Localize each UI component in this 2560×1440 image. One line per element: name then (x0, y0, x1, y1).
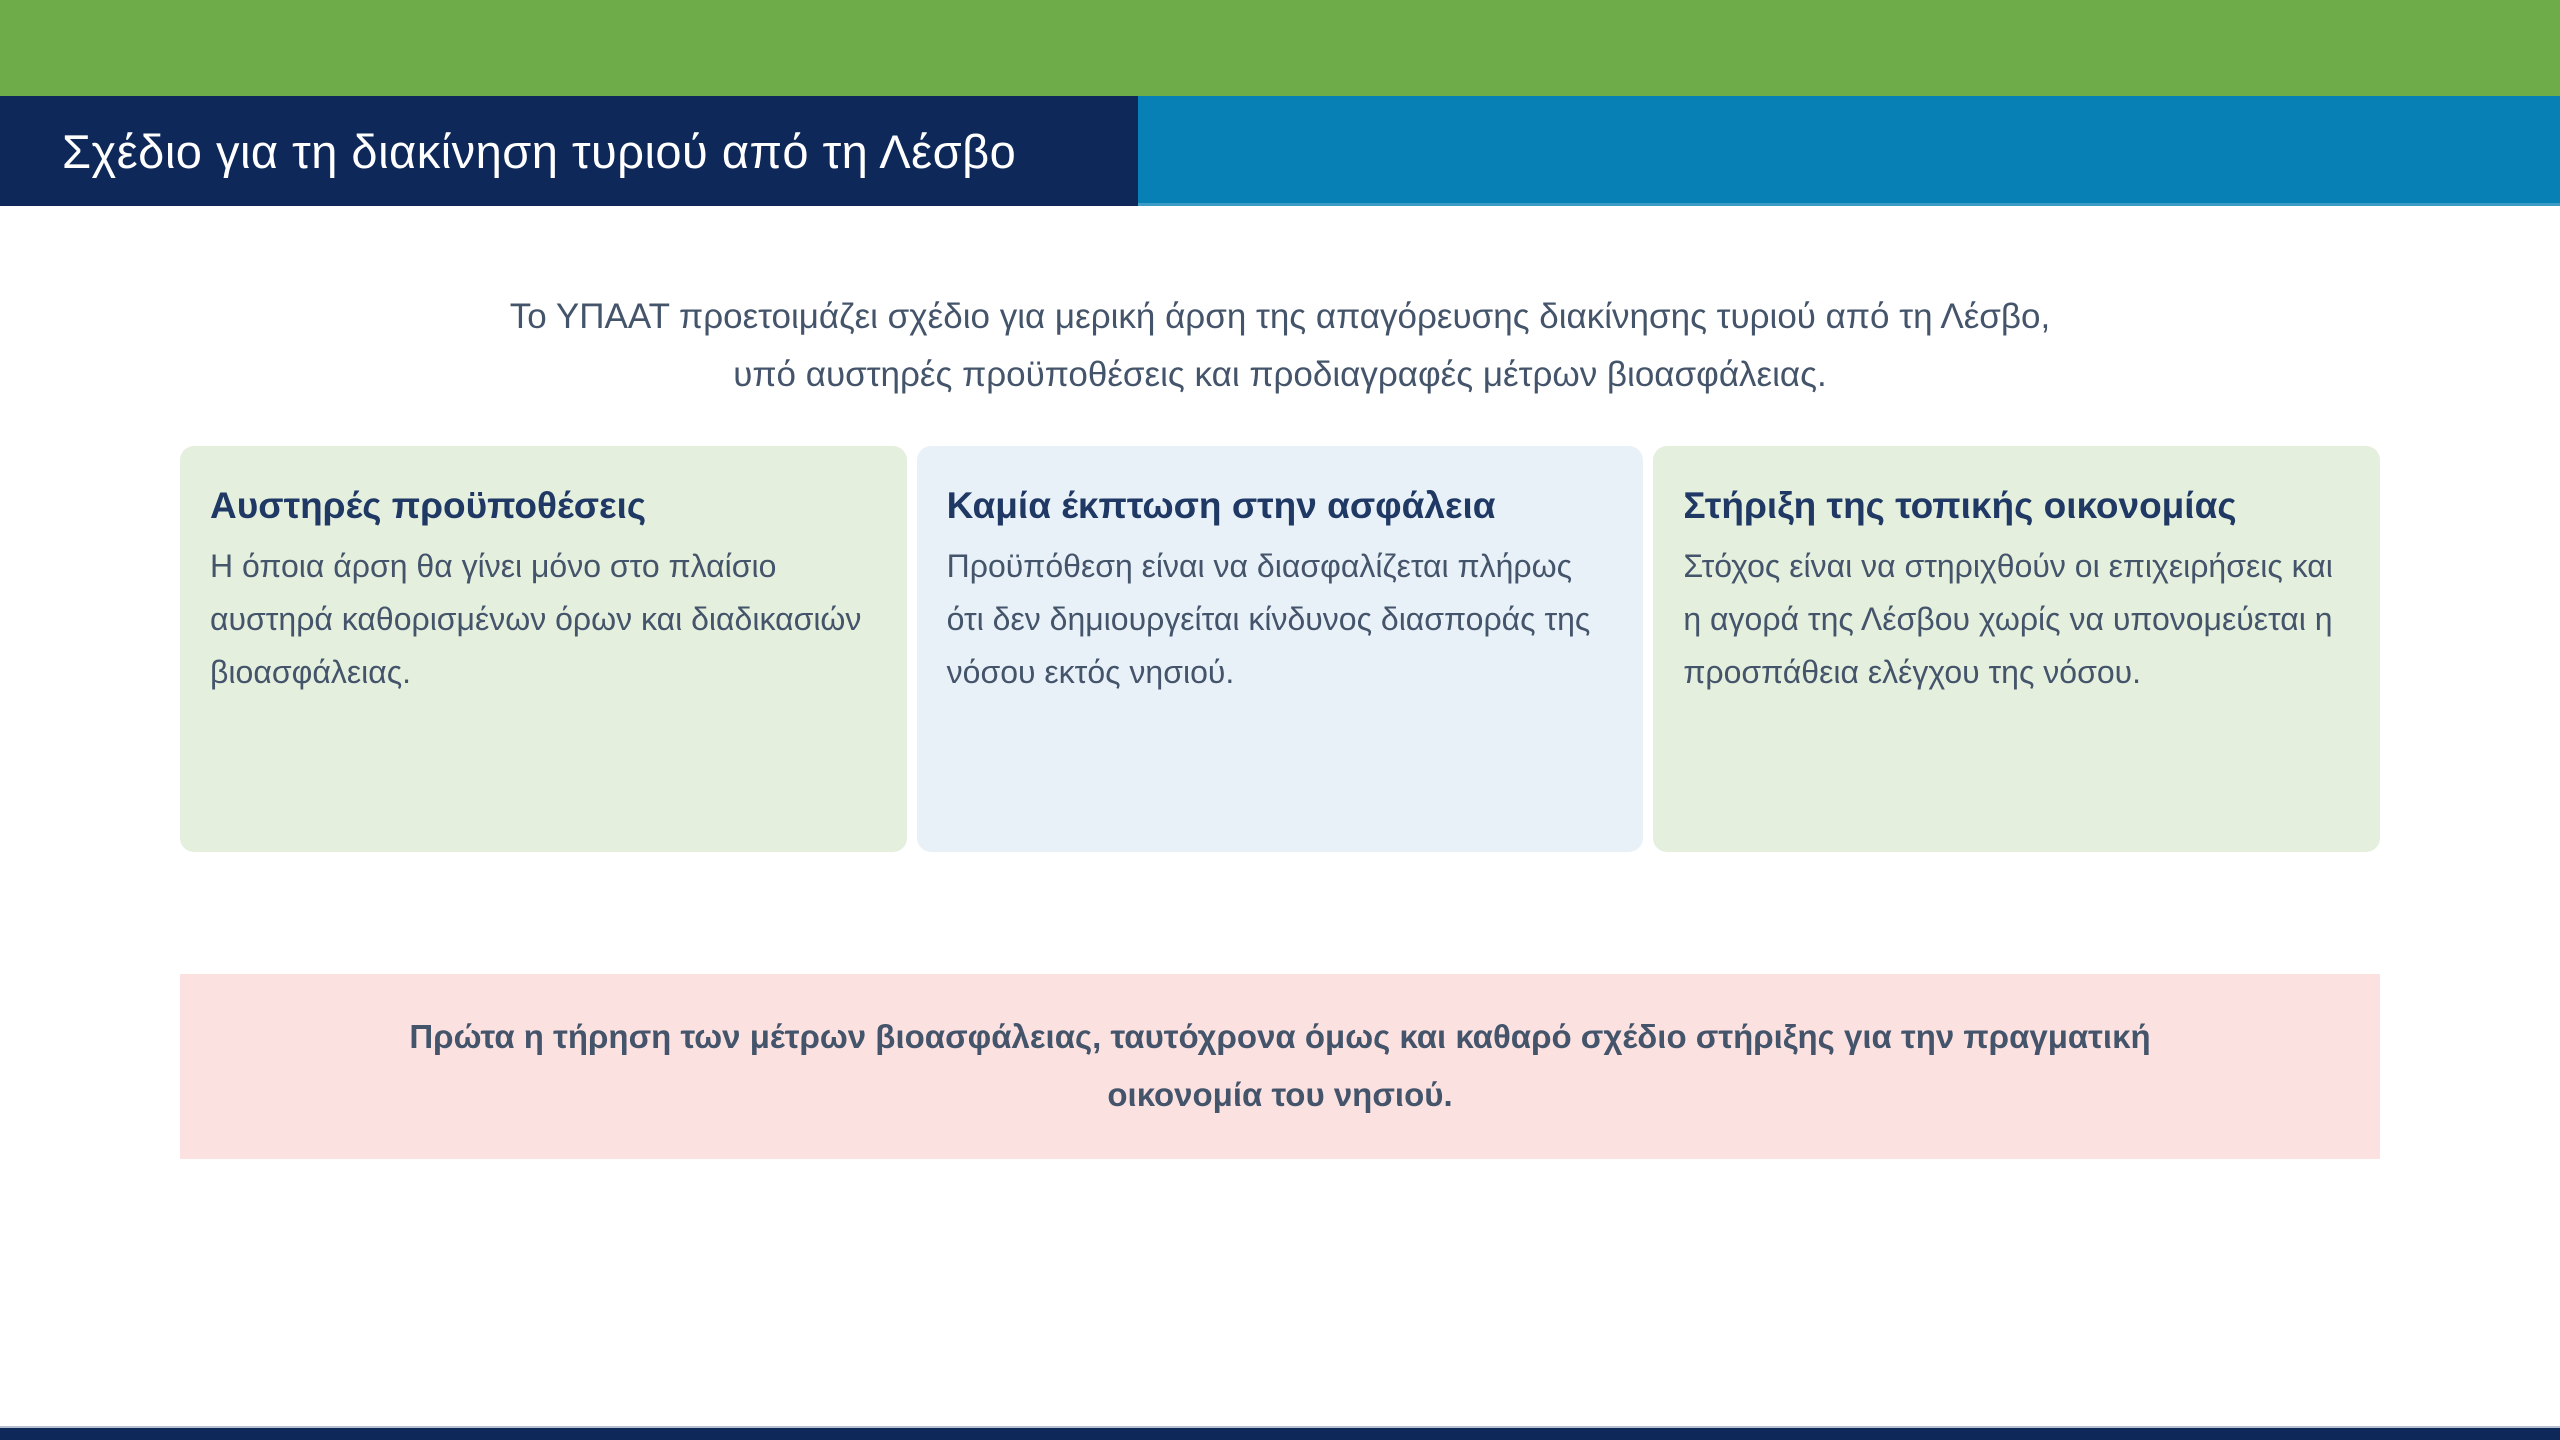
card-title: Αυστηρές προϋποθέσεις (210, 484, 647, 526)
banner-line-2: οικονομία του νησιού. (1107, 1076, 1453, 1114)
card-strict-conditions (180, 446, 907, 852)
card-body: Η όποια άρση θα γίνει μόνο στο πλαίσιο αυστηρά καθορισμένων όρων και διαδικασιών βιοασφάλειας. (210, 547, 862, 690)
card-row (180, 446, 2380, 852)
banner-line-1: Πρώτα η τήρηση των μέτρων βιοασφάλειας, ταυτόχρονα όμως και καθαρό σχέδιο στήριξης για την πραγματική (409, 1017, 2151, 1055)
intro-line-2: υπό αυστηρές προϋποθέσεις και προδιαγραφές μέτρων βιοασφάλειας. (733, 354, 1827, 394)
key-message-banner (180, 974, 2380, 1159)
card-local-economy-support (1653, 446, 2380, 852)
card-body: Στόχος είναι να στηριχθούν οι επιχειρήσεις και η αγορά της Λέσβου χωρίς να υπονομεύεται η προσπάθεια ελέγχου της νόσου. (1683, 547, 2333, 690)
title-bar (0, 96, 1138, 206)
page-title: Σχέδιο για τη διακίνηση τυριού από τη Λέσβο (62, 124, 1017, 178)
card-body: Προϋπόθεση είναι να διασφαλίζεται πλήρως ότι δεν δημιουργείται κίνδυνος διασποράς της νόσου εκτός νησιού. (946, 547, 1591, 690)
card-title: Καμία έκπτωση στην ασφάλεια (946, 484, 1496, 526)
intro-paragraph (230, 288, 2330, 404)
top-green-bar (0, 0, 2560, 96)
intro-line-1: Το ΥΠΑΑΤ προετοιμάζει σχέδιο για μερική άρση της απαγόρευσης διακίνησης τυριού από τη Λέσβο, (509, 297, 2051, 336)
card-no-safety-compromise (917, 446, 1644, 852)
header-row (0, 96, 2560, 206)
footer-navy-bar (0, 1426, 2560, 1440)
card-title: Στήριξη της τοπικής οικονομίας (1683, 484, 2237, 526)
header-blue-bar (1138, 96, 2560, 206)
